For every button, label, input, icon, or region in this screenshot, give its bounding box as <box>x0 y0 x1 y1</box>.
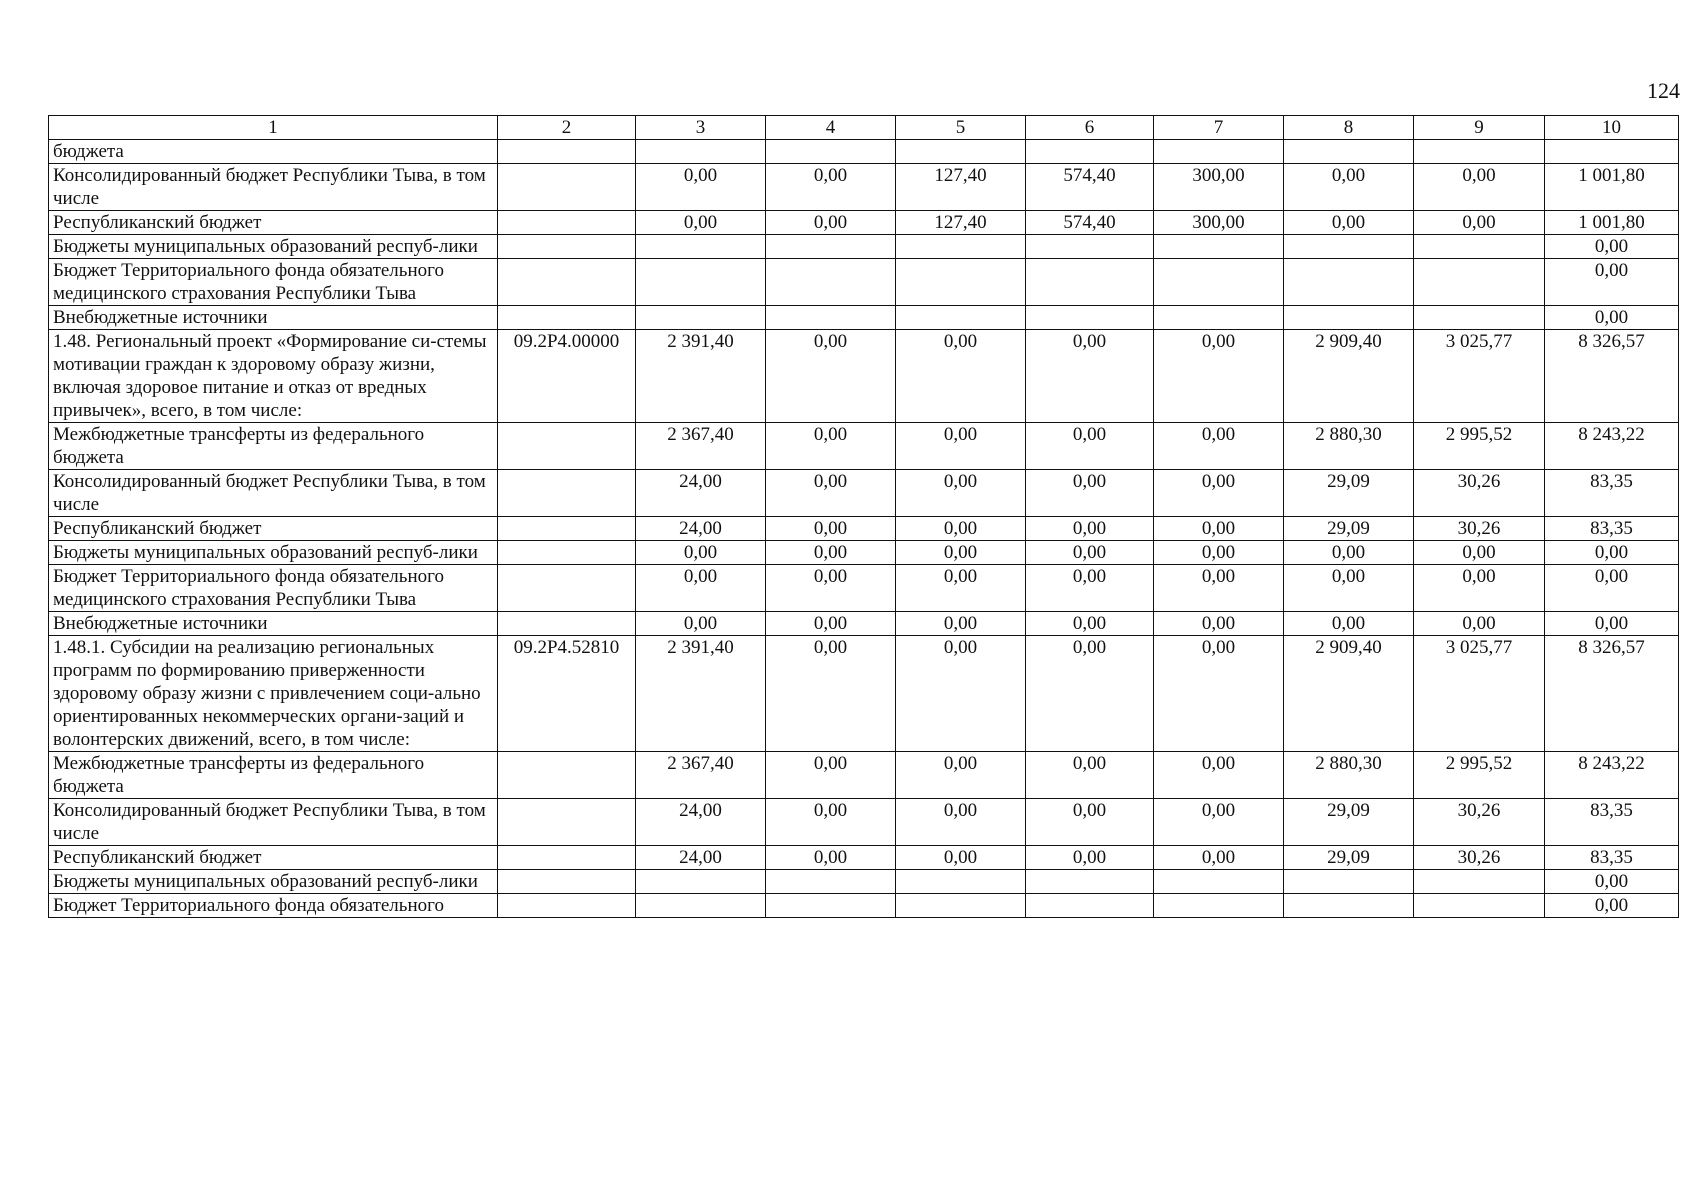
value-cell <box>1026 140 1154 164</box>
value-cell: 0,00 <box>1154 565 1284 612</box>
value-cell: 0,00 <box>1026 541 1154 565</box>
table-row <box>49 517 1679 541</box>
table-row <box>49 211 1679 235</box>
value-cell: 1 001,80 <box>1545 211 1679 235</box>
value-cell: 0,00 <box>766 752 896 799</box>
value-cell: 0,00 <box>766 164 896 211</box>
row-label: Бюджет Территориального фонда обязательного медицинского страхования Республики Тыва <box>49 259 498 306</box>
table-header-row <box>49 116 1679 140</box>
value-cell <box>766 259 896 306</box>
value-cell: 0,00 <box>1414 211 1545 235</box>
table-row <box>49 799 1679 846</box>
table-body <box>49 116 1679 918</box>
value-cell: 0,00 <box>766 541 896 565</box>
table-row <box>49 164 1679 211</box>
value-cell: 127,40 <box>896 211 1026 235</box>
row-label: 1.48. Региональный проект «Формирование си-стемы мотивации граждан к здоровому образу жизни, включая здоровое питание и отказ от вредных привычек», всего, в том числе: <box>49 330 498 423</box>
value-cell: 0,00 <box>896 752 1026 799</box>
value-cell: 3 025,77 <box>1414 330 1545 423</box>
table-row <box>49 636 1679 752</box>
row-label: 1.48.1. Субсидии на реализацию региональных программ по формированию приверженности здоровому образу жизни с привлечением соци-ально ориентированных некоммерческих органи-заций и волонтерских движений, всего, в том числе: <box>49 636 498 752</box>
column-header: 9 <box>1414 116 1545 140</box>
table-row <box>49 752 1679 799</box>
column-header: 10 <box>1545 116 1679 140</box>
value-cell: 2 391,40 <box>636 330 766 423</box>
value-cell: 0,00 <box>636 211 766 235</box>
value-cell: 300,00 <box>1154 211 1284 235</box>
column-header: 8 <box>1284 116 1414 140</box>
value-cell <box>1284 140 1414 164</box>
value-cell: 8 243,22 <box>1545 423 1679 470</box>
value-cell: 8 243,22 <box>1545 752 1679 799</box>
value-cell: 30,26 <box>1414 846 1545 870</box>
value-cell <box>1026 235 1154 259</box>
row-code <box>498 565 636 612</box>
value-cell <box>1026 894 1154 918</box>
value-cell: 0,00 <box>896 636 1026 752</box>
value-cell: 0,00 <box>1026 752 1154 799</box>
value-cell: 3 025,77 <box>1414 636 1545 752</box>
row-code <box>498 423 636 470</box>
row-label: Консолидированный бюджет Республики Тыва, в том числе <box>49 470 498 517</box>
table-row <box>49 894 1679 918</box>
value-cell: 0,00 <box>636 541 766 565</box>
value-cell: 0,00 <box>1414 541 1545 565</box>
value-cell: 0,00 <box>1154 423 1284 470</box>
value-cell: 2 367,40 <box>636 423 766 470</box>
value-cell: 30,26 <box>1414 517 1545 541</box>
row-code <box>498 870 636 894</box>
value-cell: 0,00 <box>1414 612 1545 636</box>
table-row <box>49 846 1679 870</box>
value-cell: 0,00 <box>1154 612 1284 636</box>
value-cell: 0,00 <box>896 846 1026 870</box>
value-cell <box>1026 259 1154 306</box>
value-cell <box>636 259 766 306</box>
value-cell: 0,00 <box>1154 330 1284 423</box>
value-cell <box>896 894 1026 918</box>
value-cell <box>766 235 896 259</box>
value-cell <box>1284 870 1414 894</box>
value-cell: 0,00 <box>1414 565 1545 612</box>
value-cell: 8 326,57 <box>1545 636 1679 752</box>
value-cell <box>1154 259 1284 306</box>
row-code <box>498 140 636 164</box>
row-code: 09.2P4.00000 <box>498 330 636 423</box>
value-cell: 0,00 <box>1154 799 1284 846</box>
value-cell: 0,00 <box>896 565 1026 612</box>
row-label: Бюджеты муниципальных образований респуб-лики <box>49 541 498 565</box>
value-cell <box>1284 306 1414 330</box>
row-label: Бюджеты муниципальных образований респуб-лики <box>49 235 498 259</box>
column-header: 5 <box>896 116 1026 140</box>
value-cell <box>636 870 766 894</box>
value-cell <box>766 306 896 330</box>
table-row <box>49 470 1679 517</box>
value-cell <box>1284 235 1414 259</box>
column-header: 1 <box>49 116 498 140</box>
value-cell <box>766 894 896 918</box>
value-cell <box>1154 870 1284 894</box>
value-cell <box>636 894 766 918</box>
value-cell: 0,00 <box>766 423 896 470</box>
value-cell: 1 001,80 <box>1545 164 1679 211</box>
value-cell: 0,00 <box>1414 164 1545 211</box>
row-label: Консолидированный бюджет Республики Тыва, в том числе <box>49 164 498 211</box>
value-cell: 24,00 <box>636 799 766 846</box>
value-cell <box>1414 894 1545 918</box>
value-cell: 30,26 <box>1414 799 1545 846</box>
table-row <box>49 870 1679 894</box>
value-cell: 0,00 <box>1154 846 1284 870</box>
value-cell: 0,00 <box>1284 612 1414 636</box>
value-cell: 0,00 <box>896 517 1026 541</box>
value-cell <box>1284 259 1414 306</box>
row-code <box>498 235 636 259</box>
value-cell: 2 367,40 <box>636 752 766 799</box>
value-cell: 2 995,52 <box>1414 423 1545 470</box>
value-cell: 0,00 <box>1026 330 1154 423</box>
value-cell: 0,00 <box>1154 752 1284 799</box>
table-row <box>49 565 1679 612</box>
value-cell: 0,00 <box>1026 612 1154 636</box>
value-cell: 0,00 <box>1284 164 1414 211</box>
row-code <box>498 259 636 306</box>
column-header: 7 <box>1154 116 1284 140</box>
column-header: 3 <box>636 116 766 140</box>
value-cell: 0,00 <box>766 612 896 636</box>
value-cell: 2 880,30 <box>1284 423 1414 470</box>
value-cell: 2 909,40 <box>1284 330 1414 423</box>
value-cell: 0,00 <box>636 164 766 211</box>
row-code <box>498 164 636 211</box>
value-cell <box>1154 894 1284 918</box>
value-cell <box>636 140 766 164</box>
value-cell <box>896 870 1026 894</box>
value-cell: 574,40 <box>1026 211 1154 235</box>
value-cell: 0,00 <box>636 565 766 612</box>
value-cell: 0,00 <box>766 211 896 235</box>
page-number: 124 <box>1647 78 1680 103</box>
value-cell: 300,00 <box>1154 164 1284 211</box>
value-cell: 0,00 <box>1026 423 1154 470</box>
row-label: бюджета <box>49 140 498 164</box>
value-cell: 0,00 <box>1545 306 1679 330</box>
value-cell: 0,00 <box>896 612 1026 636</box>
value-cell: 0,00 <box>1026 517 1154 541</box>
table-row <box>49 330 1679 423</box>
value-cell <box>1154 306 1284 330</box>
table-row <box>49 541 1679 565</box>
value-cell <box>636 235 766 259</box>
table-row <box>49 306 1679 330</box>
value-cell: 0,00 <box>1026 846 1154 870</box>
row-label: Консолидированный бюджет Республики Тыва, в том числе <box>49 799 498 846</box>
value-cell: 0,00 <box>1545 870 1679 894</box>
value-cell: 29,09 <box>1284 517 1414 541</box>
value-cell: 83,35 <box>1545 846 1679 870</box>
value-cell <box>1545 140 1679 164</box>
row-code <box>498 612 636 636</box>
row-code: 09.2P4.52810 <box>498 636 636 752</box>
value-cell: 0,00 <box>1154 517 1284 541</box>
value-cell: 0,00 <box>1026 470 1154 517</box>
value-cell: 0,00 <box>1154 636 1284 752</box>
value-cell: 2 880,30 <box>1284 752 1414 799</box>
value-cell: 0,00 <box>1545 235 1679 259</box>
value-cell <box>766 140 896 164</box>
value-cell: 0,00 <box>1026 799 1154 846</box>
value-cell <box>1154 235 1284 259</box>
value-cell: 29,09 <box>1284 799 1414 846</box>
value-cell: 0,00 <box>766 636 896 752</box>
budget-table <box>48 115 1679 918</box>
value-cell <box>1414 259 1545 306</box>
value-cell: 0,00 <box>766 470 896 517</box>
value-cell <box>1284 894 1414 918</box>
value-cell: 0,00 <box>1284 211 1414 235</box>
value-cell: 83,35 <box>1545 799 1679 846</box>
value-cell <box>896 259 1026 306</box>
value-cell <box>1026 306 1154 330</box>
row-label: Бюджет Территориального фонда обязательного <box>49 894 498 918</box>
value-cell <box>1414 870 1545 894</box>
value-cell: 24,00 <box>636 846 766 870</box>
table-row <box>49 423 1679 470</box>
value-cell: 24,00 <box>636 517 766 541</box>
column-header: 2 <box>498 116 636 140</box>
value-cell: 0,00 <box>1545 259 1679 306</box>
row-code <box>498 752 636 799</box>
value-cell <box>636 306 766 330</box>
table-row <box>49 235 1679 259</box>
value-cell: 0,00 <box>1026 565 1154 612</box>
value-cell: 2 909,40 <box>1284 636 1414 752</box>
row-label: Республиканский бюджет <box>49 211 498 235</box>
row-code <box>498 799 636 846</box>
row-label: Бюджеты муниципальных образований респуб-лики <box>49 870 498 894</box>
value-cell: 0,00 <box>766 565 896 612</box>
value-cell: 8 326,57 <box>1545 330 1679 423</box>
value-cell: 0,00 <box>1545 565 1679 612</box>
value-cell: 0,00 <box>896 470 1026 517</box>
row-label: Бюджет Территориального фонда обязательного медицинского страхования Республики Тыва <box>49 565 498 612</box>
row-label: Внебюджетные источники <box>49 612 498 636</box>
row-code <box>498 306 636 330</box>
row-code <box>498 517 636 541</box>
value-cell: 0,00 <box>636 612 766 636</box>
column-header: 4 <box>766 116 896 140</box>
value-cell: 574,40 <box>1026 164 1154 211</box>
value-cell: 0,00 <box>1026 636 1154 752</box>
value-cell: 83,35 <box>1545 470 1679 517</box>
row-code <box>498 470 636 517</box>
table-row <box>49 140 1679 164</box>
row-code <box>498 541 636 565</box>
value-cell: 24,00 <box>636 470 766 517</box>
row-label: Межбюджетные трансферты из федерального бюджета <box>49 752 498 799</box>
value-cell: 0,00 <box>1545 541 1679 565</box>
value-cell: 0,00 <box>766 799 896 846</box>
value-cell <box>1414 140 1545 164</box>
row-label: Межбюджетные трансферты из федерального бюджета <box>49 423 498 470</box>
value-cell <box>766 870 896 894</box>
value-cell: 0,00 <box>766 517 896 541</box>
value-cell: 2 391,40 <box>636 636 766 752</box>
row-label: Внебюджетные источники <box>49 306 498 330</box>
value-cell <box>1414 306 1545 330</box>
value-cell: 29,09 <box>1284 846 1414 870</box>
value-cell <box>896 306 1026 330</box>
column-header: 6 <box>1026 116 1154 140</box>
value-cell: 127,40 <box>896 164 1026 211</box>
value-cell: 0,00 <box>766 846 896 870</box>
value-cell: 0,00 <box>896 541 1026 565</box>
value-cell: 0,00 <box>1545 894 1679 918</box>
row-code <box>498 846 636 870</box>
table-row <box>49 259 1679 306</box>
value-cell <box>1154 140 1284 164</box>
value-cell: 0,00 <box>896 330 1026 423</box>
value-cell: 0,00 <box>766 330 896 423</box>
value-cell: 0,00 <box>896 423 1026 470</box>
value-cell: 30,26 <box>1414 470 1545 517</box>
row-label: Республиканский бюджет <box>49 517 498 541</box>
value-cell: 83,35 <box>1545 517 1679 541</box>
row-code <box>498 894 636 918</box>
value-cell: 0,00 <box>896 799 1026 846</box>
value-cell: 0,00 <box>1284 541 1414 565</box>
row-code <box>498 211 636 235</box>
value-cell <box>1414 235 1545 259</box>
value-cell: 0,00 <box>1545 612 1679 636</box>
value-cell <box>1026 870 1154 894</box>
value-cell <box>896 235 1026 259</box>
value-cell: 29,09 <box>1284 470 1414 517</box>
value-cell <box>896 140 1026 164</box>
table-row <box>49 612 1679 636</box>
value-cell: 2 995,52 <box>1414 752 1545 799</box>
value-cell: 0,00 <box>1154 470 1284 517</box>
value-cell: 0,00 <box>1154 541 1284 565</box>
row-label: Республиканский бюджет <box>49 846 498 870</box>
value-cell: 0,00 <box>1284 565 1414 612</box>
